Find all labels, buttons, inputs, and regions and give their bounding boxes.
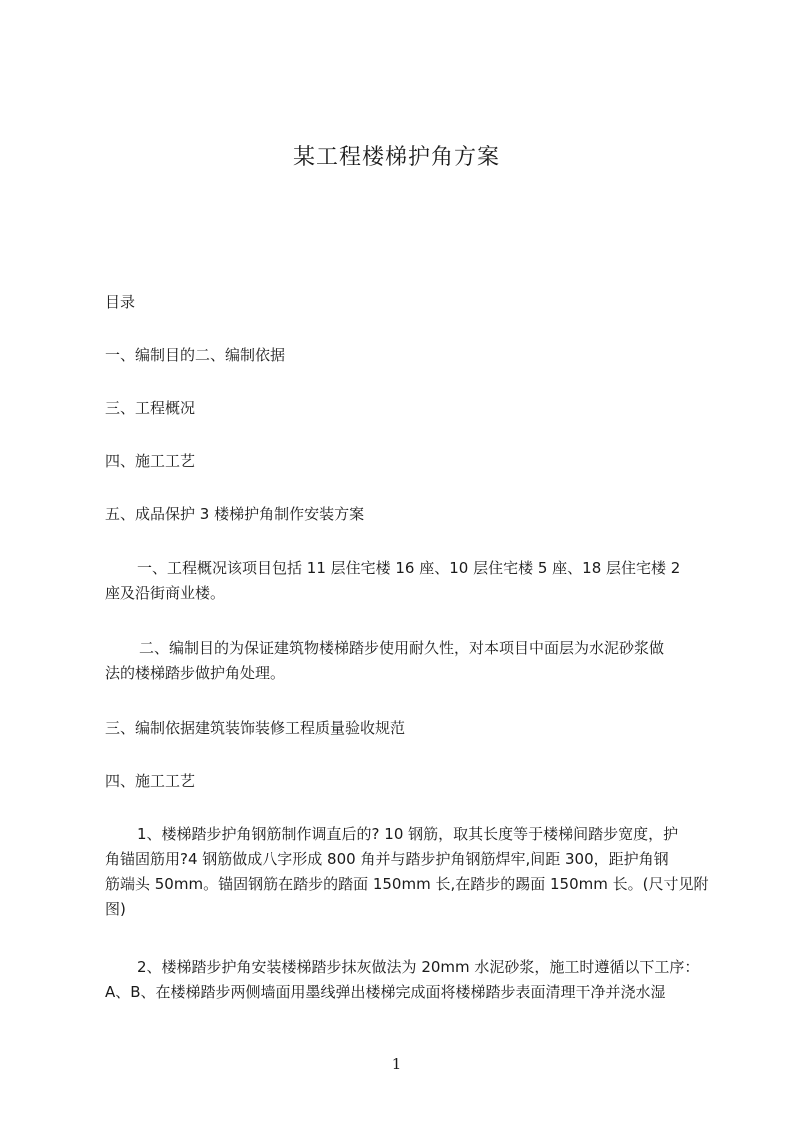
paragraph-line: 一、工程概况该项目包括 11 层住宅楼 16 座、10 层住宅楼 5 座、18 层住宅楼 2 <box>137 559 681 577</box>
section-purpose <box>105 636 715 686</box>
paragraph-line: 图) <box>105 900 126 918</box>
paragraph-line: 筋端头 50mm。锚固钢筋在踏步的踏面 150mm 长,在踏步的踢面 150mm 长。(尺寸见附 <box>105 875 709 893</box>
page-number: 1 <box>391 1055 402 1073</box>
toc-item-4: 五、成品保护 3 楼梯护角制作安装方案 <box>105 505 365 523</box>
section-process-heading: 四、施工工艺 <box>105 772 196 790</box>
section-project-overview <box>105 556 715 606</box>
toc-item-3: 四、施工工艺 <box>105 452 196 470</box>
toc-heading: 目录 <box>105 293 136 311</box>
paragraph-line: 1、楼梯踏步护角钢筋制作调直后的? 10 钢筋，取其长度等于楼梯间踏步宽度，护 <box>137 825 679 843</box>
paragraph-line: A、B、在楼梯踏步两侧墙面用墨线弹出楼梯完成面将楼梯踏步表面清理干净并浇水湿 <box>105 983 666 1001</box>
paragraph-line: 座及沿街商业楼。 <box>105 584 226 602</box>
section-basis: 三、编制依据建筑装饰装修工程质量验收规范 <box>105 719 406 737</box>
paragraph-line: 法的楼梯踏步做护角处理。 <box>105 664 286 682</box>
paragraph-line: 角锚固筋用?4 钢筋做成八字形成 800 角并与踏步护角钢筋焊牢,间距 300，距护角钢 <box>105 850 669 868</box>
toc-item-1: 一、编制目的二、编制依据 <box>105 346 286 364</box>
toc-item-2: 三、工程概况 <box>105 399 196 417</box>
process-item-2 <box>105 955 715 1005</box>
process-item-1 <box>105 822 715 922</box>
paragraph-line: 二、编制目的为保证建筑物楼梯踏步使用耐久性，对本项目中面层为水泥砂浆做 <box>139 639 665 657</box>
document-title: 某工程楼梯护角方案 <box>292 145 500 170</box>
paragraph-line: 2、楼梯踏步护角安装楼梯踏步抹灰做法为 20mm 水泥砂浆，施工时遵循以下工序： <box>137 958 700 976</box>
